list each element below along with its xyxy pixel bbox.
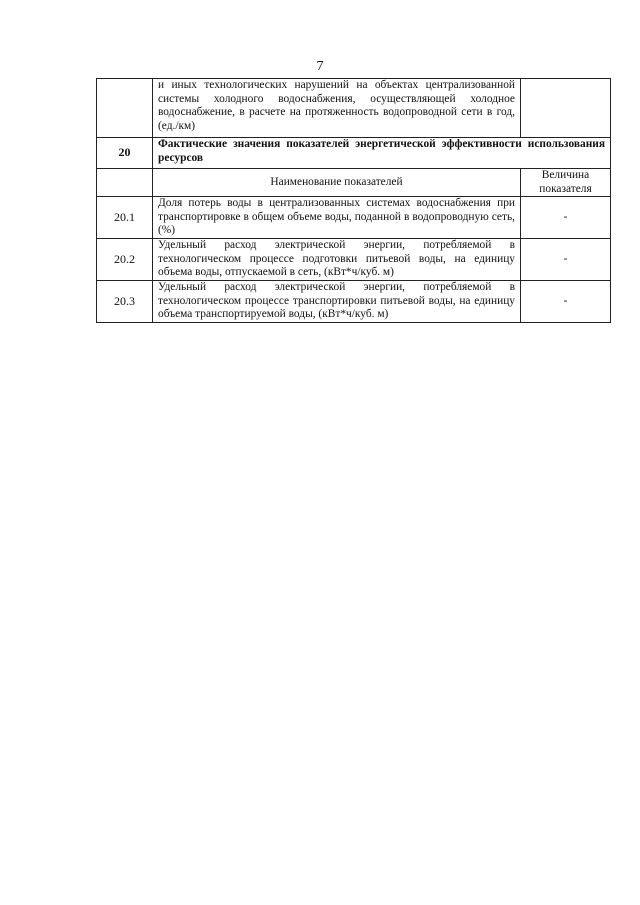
row-text: Удельный расход электрической энергии, потребляемой в технологическом процессе подготовки питьевой воды, на единицу объема воды, отпускаемой в сеть, (кВт*ч/куб. м) [153, 239, 521, 281]
section-title: Фактические значения показателей энергетической эффективности использования ресурсов [153, 138, 611, 169]
header-empty-cell [97, 169, 153, 197]
row-text: Доля потерь воды в централизованных системах водоснабжения при транспортировке в общем объеме воды, поданной в водопроводную сеть, (%) [153, 197, 521, 239]
table-row [97, 239, 611, 281]
row-number: 20.2 [97, 239, 153, 281]
section-row [97, 138, 611, 169]
header-name: Наименование показателей [153, 169, 521, 197]
continuation-text: и иных технологических нарушений на объектах централизованной системы холодного водоснабжения, осуществляющей холодное водоснабжение, в расчете на протяженность водопроводной сети в год, (ед./км) [153, 79, 521, 138]
row-number: 20.1 [97, 197, 153, 239]
indicators-table [96, 78, 611, 323]
table-row [97, 197, 611, 239]
row-value: - [521, 239, 611, 281]
empty-value-cell [521, 79, 611, 138]
table-row-continuation [97, 79, 611, 138]
header-row [97, 169, 611, 197]
row-value: - [521, 281, 611, 323]
table-row [97, 281, 611, 323]
header-value: Величина показателя [521, 169, 611, 197]
page-number: 7 [316, 59, 324, 74]
section-number: 20 [97, 138, 153, 169]
empty-num-cell [97, 79, 153, 138]
row-value: - [521, 197, 611, 239]
row-number: 20.3 [97, 281, 153, 323]
row-text: Удельный расход электрической энергии, потребляемой в технологическом процессе транспортировки питьевой воды, на единицу объема транспортируемой воды, (кВт*ч/куб. м) [153, 281, 521, 323]
